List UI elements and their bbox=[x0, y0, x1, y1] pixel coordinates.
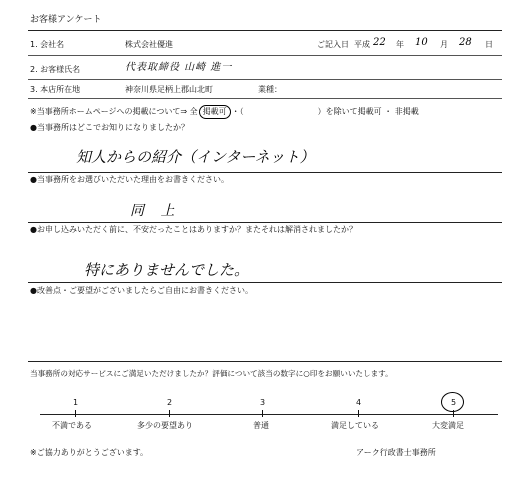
industry-label: 業種： bbox=[258, 85, 282, 94]
rating-label-4: 満足している bbox=[331, 421, 379, 430]
answer-1: 知人からの紹介（インターネット） bbox=[76, 148, 315, 166]
divider bbox=[28, 222, 502, 223]
date-year: 22 bbox=[373, 37, 386, 48]
divider bbox=[28, 79, 502, 80]
scale-tick bbox=[75, 410, 76, 417]
date-month: 10 bbox=[415, 37, 428, 48]
day-unit: 日 bbox=[485, 40, 493, 49]
rating-label-1: 不満である bbox=[52, 421, 92, 430]
scale-line bbox=[40, 414, 498, 415]
rating-number-2[interactable]: 2 bbox=[167, 398, 173, 407]
selected-rating-circle bbox=[441, 392, 464, 412]
question-3: ●お申し込みいただく前に、不安だったことはありますか？またそれは解消されましたか？ bbox=[30, 225, 357, 234]
divider bbox=[28, 282, 502, 283]
rating-number-4[interactable]: 4 bbox=[356, 398, 362, 407]
scale-tick bbox=[453, 410, 454, 417]
address-label: 3. 本店所在地 bbox=[30, 85, 81, 94]
rating-label-2: 多少の要望あり bbox=[137, 421, 193, 430]
divider bbox=[28, 30, 502, 31]
year-unit: 年 bbox=[396, 40, 404, 49]
date-day: 28 bbox=[459, 37, 472, 48]
footer-thanks: ※ご協力ありがとうございます。 bbox=[30, 448, 149, 457]
homepage-notice-middle: ・（ bbox=[231, 107, 244, 116]
satisfaction-question: 当事務所の対応サービスにご満足いただけましたか？評価について該当の数字に○印をお願いいたします。 bbox=[30, 369, 393, 378]
name-label: 2. お客様氏名 bbox=[30, 65, 81, 74]
divider bbox=[28, 172, 502, 173]
question-4: ●改善点・ご要望がございましたらご自由にお書きください。 bbox=[30, 286, 253, 295]
address-value: 神奈川県足柄上郡山北町 bbox=[125, 85, 213, 94]
scale-tick bbox=[169, 410, 170, 417]
rating-label-5: 大変満足 bbox=[432, 421, 464, 430]
scale-tick bbox=[358, 410, 359, 417]
homepage-option-circled: 掲載可 bbox=[199, 105, 231, 119]
rating-number-5[interactable]: 5 bbox=[451, 398, 457, 407]
answer-3: 特にありませんでした。 bbox=[84, 261, 250, 279]
company-value: 株式会社優進 bbox=[125, 40, 173, 49]
question-2: ●当事務所をお選びいただいた理由をお書きください。 bbox=[30, 175, 229, 184]
rating-number-3[interactable]: 3 bbox=[260, 398, 266, 407]
name-value: 代表取締役 山崎 進一 bbox=[125, 62, 233, 73]
divider bbox=[28, 361, 502, 362]
footer-office: アーク行政書士事務所 bbox=[356, 448, 436, 457]
divider bbox=[28, 55, 502, 56]
homepage-notice bbox=[30, 105, 419, 119]
form-title: お客様アンケート bbox=[30, 15, 102, 25]
scale-tick bbox=[262, 410, 263, 417]
divider bbox=[28, 98, 502, 99]
homepage-notice-prefix: ※当事務所ホームページへの掲載について⇒ 全 bbox=[30, 107, 198, 116]
era: 平成 bbox=[354, 40, 370, 49]
question-1: ●当事務所はどこでお知りになりましたか？ bbox=[30, 123, 189, 132]
homepage-notice-suffix: ）を除いて掲載可 ・ 非掲載 bbox=[317, 107, 419, 116]
company-label: 1. 会社名 bbox=[30, 40, 65, 49]
answer-2: 同 上 bbox=[130, 203, 181, 219]
rating-label-3: 普通 bbox=[253, 421, 269, 430]
month-unit: 月 bbox=[440, 40, 448, 49]
rating-number-1[interactable]: 1 bbox=[73, 398, 79, 407]
date-label: ご記入日 bbox=[317, 40, 349, 49]
